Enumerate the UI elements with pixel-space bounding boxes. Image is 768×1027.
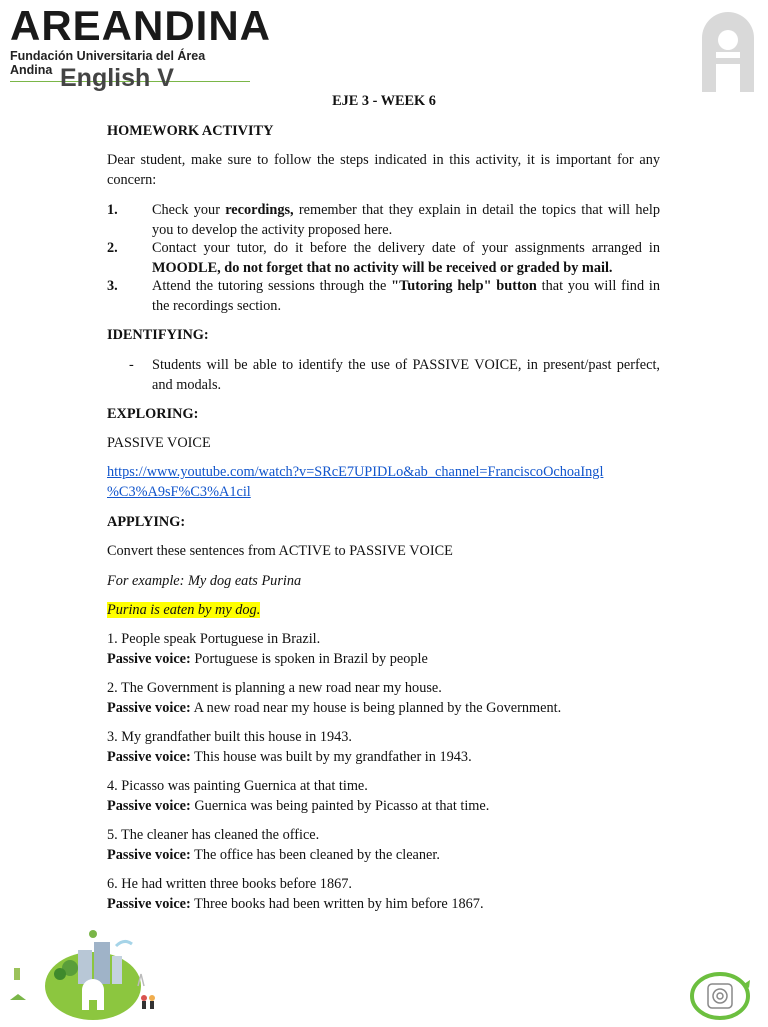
- step-text-bold: "Tutoring help" button: [391, 278, 537, 294]
- passive-answer: A new road near my house is being planned by the Government.: [190, 699, 562, 716]
- bullet-dash: -: [129, 357, 134, 373]
- passive-answer: Guernica was being painted by Picasso at that time.: [190, 797, 490, 814]
- step-text-bold: MOODLE, do not forget that no activity will be received or graded by mail.: [152, 259, 613, 276]
- applying-instruction: Convert these sentences from ACTIVE to PASSIVE VOICE: [107, 543, 453, 559]
- exercise-active: 5. The cleaner has cleaned the office.: [107, 827, 320, 843]
- passive-label: Passive voice:: [107, 650, 191, 667]
- exercise-passive: [107, 895, 660, 915]
- course-title: English V: [60, 64, 174, 92]
- exploring-heading: EXPLORING:: [107, 406, 199, 422]
- exercise-passive: [107, 699, 660, 719]
- logo-subtitle: Fundación Universitaria del Área Andina: [10, 49, 206, 77]
- passive-answer: The office has been cleaned by the cleaner.: [190, 846, 440, 863]
- step-text-c: that you will find in the recordings section.: [152, 278, 660, 314]
- exercise-2: [107, 679, 660, 718]
- passive-label: Passive voice:: [107, 748, 191, 765]
- watermark-a-icon: [696, 2, 760, 99]
- step-text-a: Check your: [152, 202, 226, 218]
- exercise-passive: [107, 748, 660, 768]
- video-link-line-1[interactable]: https://www.youtube.com/watch?v=SRcE7UPIDLo&ab_channel=FranciscoOchoaIngl: [107, 464, 604, 480]
- passive-label: Passive voice:: [107, 895, 191, 912]
- step-number: 2.: [107, 240, 118, 256]
- exercise-3: [107, 728, 660, 767]
- step-text-bold: recordings,: [225, 202, 294, 218]
- video-link[interactable]: [107, 463, 660, 502]
- intro-paragraph: Dear student, make sure to follow the steps indicated in this activity, it is important for any concern:: [107, 152, 660, 188]
- step-number: 1.: [107, 202, 118, 218]
- exercise-6: [107, 875, 660, 914]
- applying-heading: APPLYING:: [107, 514, 186, 530]
- logo-wordmark: AREANDINA: [10, 2, 271, 49]
- example-answer: Purina is eaten by my dog.: [107, 602, 261, 618]
- eco-city-illustration-icon: [8, 928, 168, 1027]
- exercise-passive: [107, 797, 660, 817]
- exercise-active: 1. People speak Portuguese in Brazil.: [107, 631, 321, 647]
- step-text-a: Contact your tutor, do it before the delivery date of your assignments arranged in: [152, 240, 660, 256]
- exercise-1: [107, 630, 660, 669]
- page-title: EJE 3 - WEEK 6: [332, 93, 436, 109]
- recycle-fingerprint-icon: [688, 970, 752, 1027]
- exploring-topic: PASSIVE VOICE: [107, 435, 211, 451]
- step-text-c: remember that they explain in detail the topics that will help you to develop the activity proposed here.: [152, 202, 660, 238]
- step-text-a: Attend the tutoring sessions through the: [152, 278, 392, 294]
- passive-answer: Portuguese is spoken in Brazil by people: [190, 650, 428, 667]
- example-answer-row: [107, 601, 660, 621]
- example-sentence: For example: My dog eats Purina: [107, 573, 302, 589]
- step-text: [152, 239, 660, 278]
- identifying-heading: IDENTIFYING:: [107, 327, 209, 343]
- exercise-passive: [107, 650, 660, 670]
- exercise-active: 6. He had written three books before 1867.: [107, 876, 352, 892]
- exercise-active: 2. The Government is planning a new road near my house.: [107, 680, 442, 696]
- passive-answer: Three books had been written by him before 1867.: [190, 895, 484, 912]
- exercise-passive: [107, 846, 660, 866]
- passive-label: Passive voice:: [107, 846, 191, 863]
- video-link-line-2[interactable]: %C3%A9sF%C3%A1cil: [107, 483, 251, 500]
- exercise-5: [107, 826, 660, 865]
- passive-label: Passive voice:: [107, 699, 191, 716]
- passive-answer: This house was built by my grandfather in 1943.: [190, 748, 472, 765]
- homework-heading: HOMEWORK ACTIVITY: [107, 123, 274, 139]
- step-number: 3.: [107, 278, 118, 294]
- step-text: [152, 277, 660, 316]
- exercise-active: 4. Picasso was painting Guernica at that time.: [107, 778, 368, 794]
- exercise-active: 3. My grandfather built this house in 1943.: [107, 729, 353, 745]
- exercise-4: [107, 777, 660, 816]
- identifying-text: Students will be able to identify the use of PASSIVE VOICE, in present/past perfect, and modals.: [152, 357, 660, 393]
- step-text: [152, 201, 660, 240]
- passive-label: Passive voice:: [107, 797, 191, 814]
